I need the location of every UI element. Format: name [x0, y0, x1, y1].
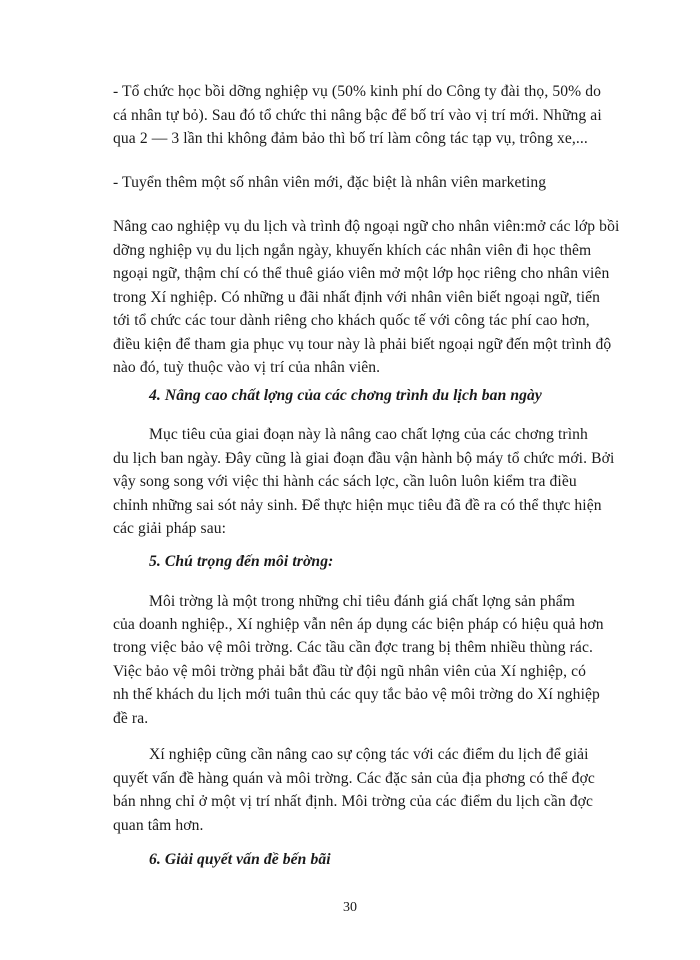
paragraph-line: các giải pháp sau:	[113, 520, 227, 537]
paragraph-line: du lịch ban ngày. Đây cũng là giai đoạn đầu vận hành bộ máy tổ chức mới. Bởi	[113, 450, 615, 467]
paragraph-line: Môi trờng là một trong những chỉ tiêu đánh giá chất lợng sản phẩm	[149, 593, 575, 610]
paragraph-line: quyết vấn đề hàng quán và môi trờng. Các đặc sản của địa phơng có thể đợc	[113, 770, 595, 787]
paragraph-line: trong Xí nghiệp. Có những u đãi nhất định với nhân viên biết ngoại ngữ, tiến	[113, 289, 601, 306]
paragraph-line: quan tâm hơn.	[113, 817, 204, 834]
page-number: 30	[343, 900, 357, 915]
paragraph-line: Nâng cao nghiệp vụ du lịch và trình độ ngoại ngữ cho nhân viên:mở các lớp bồi	[113, 218, 620, 235]
paragraph-line: nh thế khách du lịch mới tuân thủ các quy tắc bảo vệ môi trờng do Xí nghiệp	[113, 686, 600, 703]
section-heading: 6. Giải quyết vấn đề bến bãi	[149, 851, 331, 868]
paragraph-line: tới tổ chức các tour dành riêng cho khách quốc tế với công tác phí cao hơn,	[113, 312, 590, 329]
paragraph-line: Xí nghiệp cũng cần nâng cao sự cộng tác với các điểm du lịch để giải	[149, 746, 589, 763]
paragraph-line: dỡng nghiệp vụ du lịch ngắn ngày, khuyến khích các nhân viên đi học thêm	[113, 242, 592, 259]
paragraph-line: cá nhân tự bỏ). Sau đó tổ chức thi nâng bậc để bố trí vào vị trí mới. Những ai	[113, 107, 602, 124]
paragraph-line: Việc bảo vệ môi trờng phải bắt đầu từ đội ngũ nhân viên của Xí nghiệp, có	[113, 663, 586, 680]
paragraph-line: bán nhng chỉ ở một vị trí nhất định. Môi trờng của các điểm du lịch cần đợc	[113, 793, 594, 810]
paragraph-line: nào đó, tuỳ thuộc vào vị trí của nhân viên.	[113, 359, 381, 376]
paragraph-line: ngoại ngữ, thậm chí có thể thuê giáo viên mở một lớp học riêng cho nhân viên	[113, 265, 610, 282]
paragraph-line: điều kiện để tham gia phục vụ tour này là phải biết ngoại ngữ đến một trình độ	[113, 336, 612, 353]
paragraph-line: Mục tiêu của giai đoạn này là nâng cao chất lợng của các chơng trình	[149, 426, 588, 443]
paragraph-line: đề ra.	[113, 710, 149, 727]
paragraph-line: chỉnh những sai sót nảy sinh. Để thực hiện mục tiêu đã đề ra có thể thực hiện	[113, 497, 602, 514]
paragraph-line: vậy song song với việc thi hành các sách lợc, cần luôn luôn kiểm tra điều	[113, 473, 577, 490]
paragraph-line: - Tuyển thêm một số nhân viên mới, đặc biệt là nhân viên marketing	[113, 174, 547, 191]
paragraph-line: - Tổ chức học bồi dỡng nghiệp vụ (50% kinh phí do Công ty đài thọ, 50% do	[113, 83, 602, 100]
section-heading: 5. Chú trọng đến môi trờng:	[149, 553, 334, 570]
paragraph-line: của doanh nghiệp., Xí nghiệp vẫn nên áp dụng các biện pháp có hiệu quả hơn	[113, 616, 604, 633]
paragraph-line: qua 2 — 3 lần thi không đảm bảo thì bố trí làm công tác tạp vụ, trông xe,...	[113, 130, 588, 147]
paragraph-line: trong việc bảo vệ môi trờng. Các tầu cần đợc trang bị thêm nhiều thùng rác.	[113, 639, 593, 656]
section-heading: 4. Nâng cao chất lợng của các chơng trình du lịch ban ngày	[149, 387, 542, 404]
